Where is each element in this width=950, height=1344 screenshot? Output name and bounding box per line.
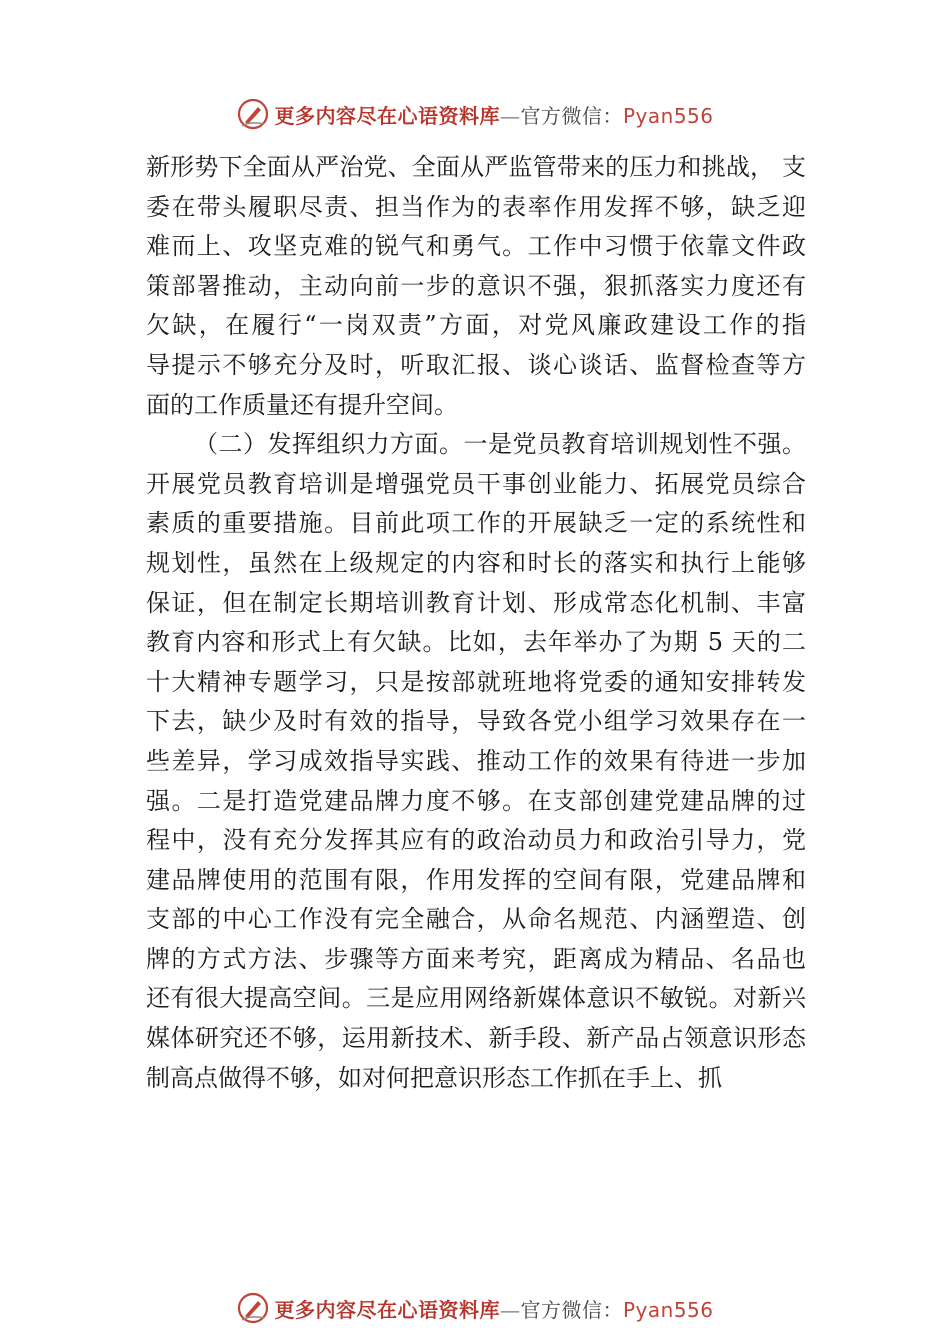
watermark-wechat-id: Pyan556 bbox=[622, 1297, 714, 1322]
footer-watermark bbox=[0, 1288, 950, 1328]
body-line: 策部署推动，主动向前一步的意识不强，狠抓落实力度还有 bbox=[146, 271, 806, 300]
body-line: 些差异，学习成效指导实践、推动工作的效果有待进一步加 bbox=[146, 746, 806, 775]
body-line: 难而上、攻坚克难的锐气和勇气。工作中习惯于依靠文件政 bbox=[146, 232, 806, 261]
body-line: 面的工作质量还有提升空间。 bbox=[146, 390, 458, 419]
body-line: 制高点做得不够，如对何把意识形态工作抓在手上、抓 bbox=[146, 1063, 722, 1092]
watermark-wechat-label: 官方微信： bbox=[520, 1297, 623, 1322]
body-line: 开展党员教育培训是增强党员干事创业能力、拓展党员综合 bbox=[146, 469, 806, 498]
body-line: 新形势下全面从严治党、全面从严监管带来的压力和挑战， 支 bbox=[146, 153, 806, 181]
watermark-dash: — bbox=[499, 103, 521, 128]
body-line: 素质的重要措施。目前此项工作的开展缺乏一定的系统性和 bbox=[146, 509, 806, 538]
body-line: 欠缺，在履行“一岗双责”方面，对党风廉政建设工作的指 bbox=[146, 311, 806, 340]
body-line: 规划性，虽然在上级规定的内容和时长的落实和执行上能够 bbox=[146, 548, 806, 577]
body-line: 强。二是打造党建品牌力度不够。在支部创建党建品牌的过 bbox=[146, 786, 806, 815]
watermark-dash: — bbox=[499, 1297, 521, 1322]
body-line: 十大精神专题学习，只是按部就班地将党委的通知安排转发 bbox=[146, 667, 806, 696]
body-line: 程中，没有充分发挥其应有的政治动员力和政治引导力，党 bbox=[146, 826, 806, 855]
pen-circle-logo-icon bbox=[236, 1291, 270, 1325]
watermark-text bbox=[274, 1294, 713, 1323]
body-line: 导提示不够充分及时，听取汇报、谈心谈话、监督检查等方 bbox=[146, 350, 806, 379]
body-line: 教育内容和形式上有欠缺。比如，去年举办了为期 5 天的二 bbox=[146, 628, 806, 657]
body-line: 还有很大提高空间。三是应用网络新媒体意识不敏锐。对新兴 bbox=[146, 984, 806, 1013]
header-watermark bbox=[0, 94, 950, 134]
body-line: 支部的中心工作没有完全融合，从命名规范、内涵塑造、创 bbox=[146, 905, 806, 934]
watermark-wechat-label: 官方微信： bbox=[520, 103, 623, 128]
watermark-text bbox=[274, 100, 713, 129]
section-heading-line: （二）发挥组织力方面。一是党员教育培训规划性不强。 bbox=[194, 430, 806, 459]
body-line: 保证，但在制定长期培训教育计划、形成常态化机制、丰富 bbox=[146, 588, 806, 617]
watermark-site: 更多内容尽在心语资料库 bbox=[274, 1297, 500, 1322]
body-line: 牌的方式方法、步骤等方面来考究，距离成为精品、名品也 bbox=[146, 944, 806, 973]
watermark-site: 更多内容尽在心语资料库 bbox=[274, 103, 500, 128]
body-line: 委在带头履职尽责、担当作为的表率作用发挥不够，缺乏迎 bbox=[146, 192, 806, 221]
document-body bbox=[146, 148, 806, 1098]
watermark-wechat-id: Pyan556 bbox=[622, 103, 714, 128]
pen-circle-logo-icon bbox=[236, 97, 270, 131]
body-line: 建品牌使用的范围有限，作用发挥的空间有限，党建品牌和 bbox=[146, 865, 806, 894]
body-line: 下去，缺少及时有效的指导，导致各党小组学习效果存在一 bbox=[146, 707, 806, 736]
body-line: 媒体研究还不够，运用新技术、新手段、新产品占领意识形态 bbox=[146, 1024, 806, 1053]
